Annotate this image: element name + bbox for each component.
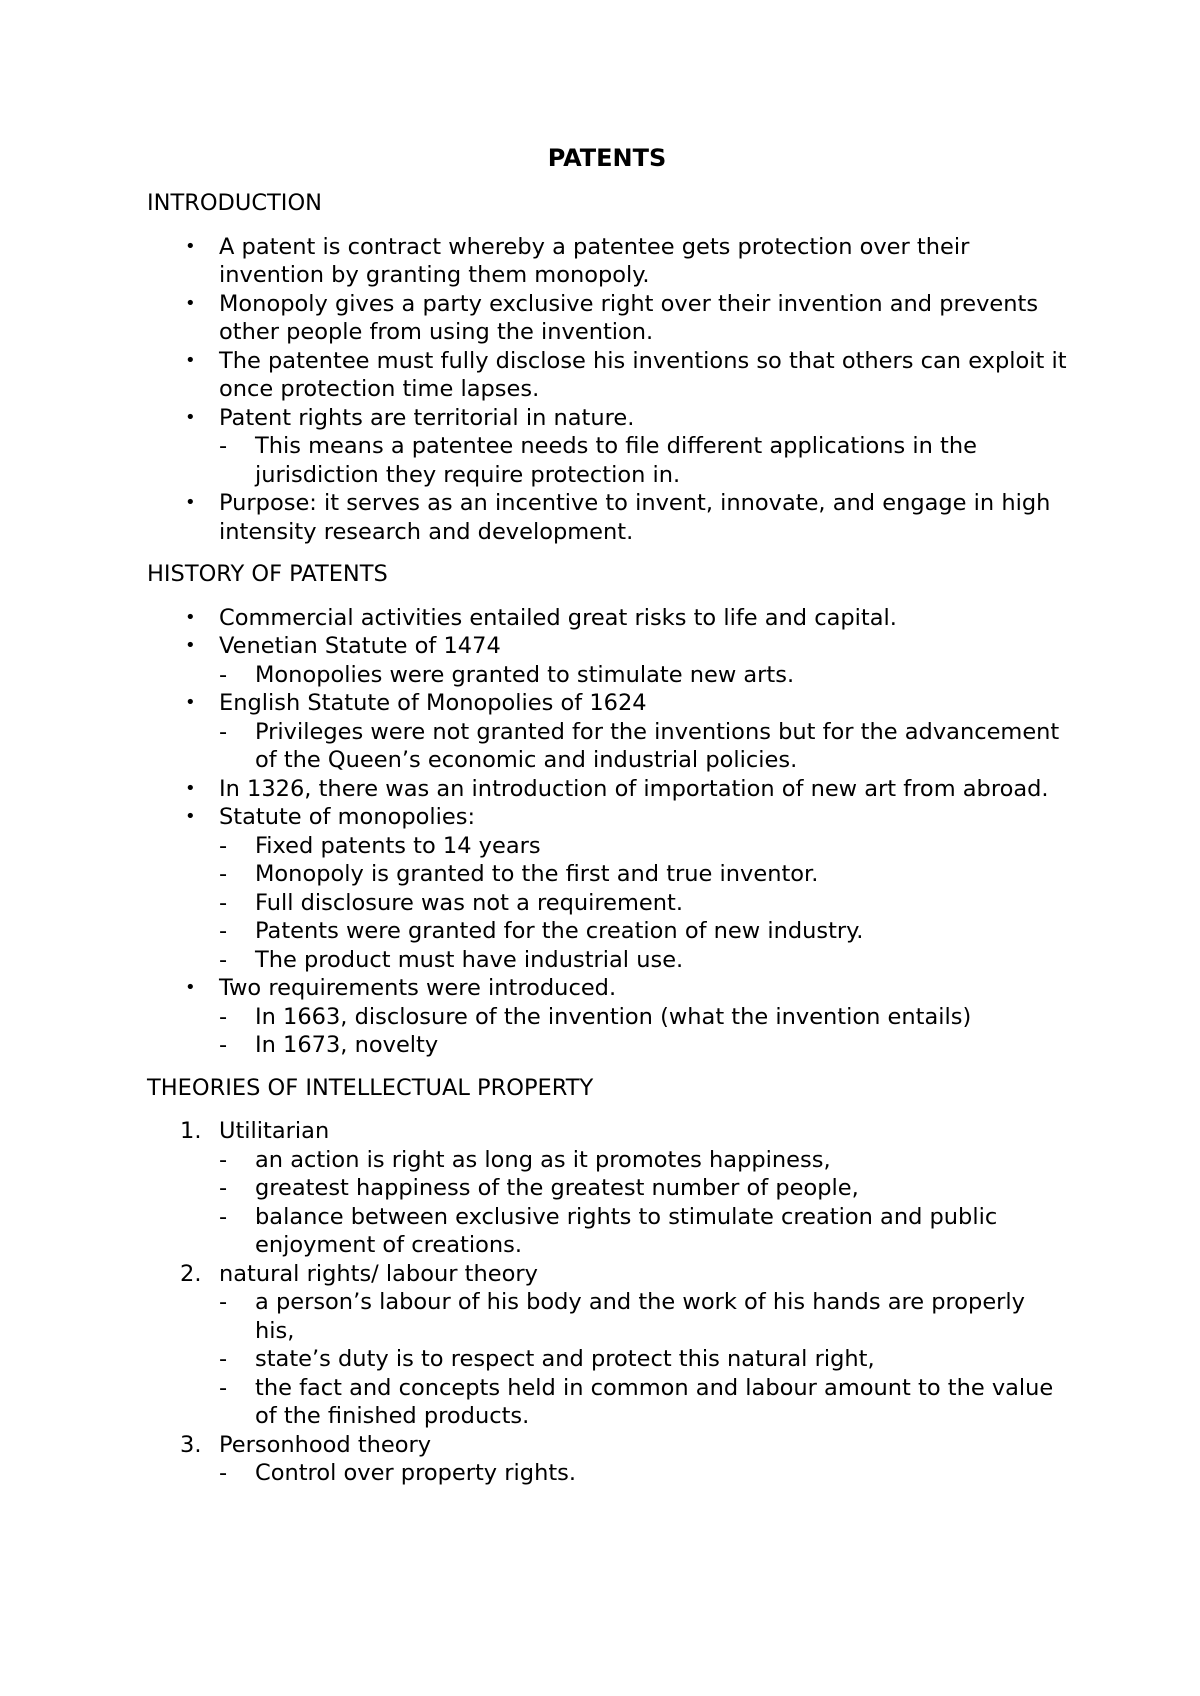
list-item-text: The patentee must fully disclose his inventions so that others can exploit it once protection time lapses. (219, 347, 1067, 402)
sub-list-item (219, 946, 1067, 975)
bullet-marker: • (185, 777, 196, 799)
sub-list (219, 1003, 1067, 1060)
dash-marker: - (219, 1175, 228, 1201)
dash-marker: - (219, 1346, 228, 1372)
list-item (147, 1117, 1067, 1260)
sub-list-item (219, 860, 1067, 889)
dash-marker: - (219, 918, 228, 944)
list-item (147, 632, 1067, 689)
list-item (147, 347, 1067, 404)
dash-marker: - (219, 946, 228, 973)
list-item-text: Purpose: it serves as an incentive to invent, innovate, and engage in high intensity research and development. (219, 490, 1051, 545)
sub-list-item (219, 1459, 1067, 1488)
dash-marker: - (219, 661, 228, 688)
section-heading-introduction: INTRODUCTION (147, 190, 322, 216)
list-item-text: English Statute of Monopolies of 1624 (219, 690, 647, 716)
sub-list-item (219, 1345, 1067, 1374)
dash-marker: - (219, 861, 228, 887)
list-item-text: Utilitarian (219, 1118, 330, 1144)
dash-marker: - (219, 1203, 228, 1230)
list-item-text: A patent is contract whereby a patentee gets protection over their invention by granting them monopoly. (219, 233, 970, 288)
list-item-text: Commercial activities entailed great risks to life and capital. (219, 604, 897, 631)
sub-list-item (219, 1288, 1067, 1345)
sub-list-item (219, 917, 1067, 946)
sub-list-item (219, 1146, 1067, 1175)
bullet-marker: • (185, 492, 196, 513)
sub-list (219, 1146, 1067, 1260)
sub-list-item-text: This means a patentee needs to file different applications in the jurisdiction they require protection in. (255, 433, 977, 488)
bullet-marker: • (185, 806, 196, 827)
sub-list-item-text: The product must have industrial use. (255, 946, 684, 973)
list-item-text: Personhood theory (219, 1431, 432, 1458)
dash-marker: - (219, 1146, 228, 1173)
list-number: 1. (180, 1118, 202, 1144)
sub-list (219, 1288, 1067, 1431)
list-number: 3. (180, 1431, 202, 1458)
sub-list-item-text: Full disclosure was not a requirement. (255, 889, 683, 916)
section-heading-history: HISTORY OF PATENTS (147, 561, 388, 587)
sub-list-item-text: a person’s labour of his body and the work of his hands are properly his, (255, 1289, 1025, 1344)
sub-list-item (219, 1031, 1067, 1060)
dash-marker: - (219, 718, 228, 745)
dash-marker: - (219, 433, 228, 459)
dash-marker: - (219, 1289, 228, 1315)
document-page (147, 143, 1067, 1488)
list-item-text: Patent rights are territorial in nature. (219, 404, 635, 431)
sub-list-item (219, 718, 1067, 775)
sub-list-item-text: the fact and concepts held in common and labour amount to the value of the finished products. (255, 1374, 1054, 1429)
sub-list-item-text: Privileges were not granted for the inventions but for the advancement of the Queen’s economic and industrial policies. (255, 718, 1060, 773)
list-item (147, 803, 1067, 974)
sub-list (219, 718, 1067, 775)
sub-list (219, 1459, 1067, 1488)
sub-list-item (219, 661, 1067, 690)
list-item (147, 404, 1067, 490)
history-list (147, 604, 1067, 1060)
sub-list-item-text: In 1673, novelty (255, 1032, 439, 1058)
list-number: 2. (180, 1260, 202, 1287)
dash-marker: - (219, 1374, 228, 1401)
list-item-text: Venetian Statute of 1474 (219, 633, 501, 659)
bullet-marker: • (185, 406, 196, 428)
list-item (147, 290, 1067, 347)
sub-list (219, 432, 1067, 489)
theories-list (147, 1117, 1067, 1488)
section-heading-theories: THEORIES OF INTELLECTUAL PROPERTY (147, 1074, 594, 1101)
sub-list-item-text: Monopolies were granted to stimulate new arts. (255, 661, 795, 688)
sub-list-item (219, 1003, 1067, 1032)
sub-list-item (219, 1203, 1067, 1260)
dash-marker: - (219, 889, 228, 916)
dash-marker: - (219, 1032, 228, 1058)
page-title: PATENTS (547, 144, 667, 172)
bullet-marker: • (185, 235, 196, 257)
sub-list-item-text: Patents were granted for the creation of new industry. (255, 918, 864, 944)
bullet-marker: • (185, 292, 196, 314)
sub-list (219, 661, 1067, 690)
list-item (147, 489, 1067, 546)
list-item-text: Monopoly gives a party exclusive right over their invention and prevents other people from using the invention. (219, 290, 1039, 345)
list-item-text: In 1326, there was an introduction of importation of new art from abroad. (219, 775, 1049, 802)
sub-list-item-text: Monopoly is granted to the first and true inventor. (255, 861, 819, 887)
sub-list-item-text: greatest happiness of the greatest number of people, (255, 1175, 859, 1201)
sub-list-item-text: balance between exclusive rights to stimulate creation and public enjoyment of creations. (255, 1203, 998, 1258)
sub-list-item (219, 432, 1067, 489)
sub-list-item-text: state’s duty is to respect and protect this natural right, (255, 1346, 875, 1372)
sub-list-item-text: Control over property rights. (255, 1460, 577, 1486)
list-item (147, 1431, 1067, 1488)
list-item (147, 1260, 1067, 1431)
dash-marker: - (219, 1460, 228, 1486)
bullet-marker: • (185, 635, 196, 656)
list-item (147, 775, 1067, 804)
sub-list (219, 832, 1067, 975)
dash-marker: - (219, 832, 228, 859)
introduction-list (147, 233, 1067, 547)
list-item (147, 974, 1067, 1060)
list-item-text: Two requirements were introduced. (219, 975, 617, 1001)
bullet-marker: • (185, 977, 196, 998)
list-item (147, 689, 1067, 775)
bullet-marker: • (185, 606, 196, 628)
dash-marker: - (219, 1003, 228, 1030)
bullet-marker: • (185, 349, 196, 371)
list-item (147, 233, 1067, 290)
sub-list-item-text: an action is right as long as it promotes happiness, (255, 1146, 831, 1173)
sub-list-item-text: Fixed patents to 14 years (255, 832, 541, 859)
list-item-text: natural rights/ labour theory (219, 1260, 538, 1287)
sub-list-item (219, 1174, 1067, 1203)
sub-list-item (219, 889, 1067, 918)
sub-list-item (219, 832, 1067, 861)
bullet-marker: • (185, 692, 196, 713)
sub-list-item-text: In 1663, disclosure of the invention (what the invention entails) (255, 1003, 972, 1030)
list-item (147, 604, 1067, 633)
list-item-text: Statute of monopolies: (219, 804, 476, 830)
sub-list-item (219, 1374, 1067, 1431)
